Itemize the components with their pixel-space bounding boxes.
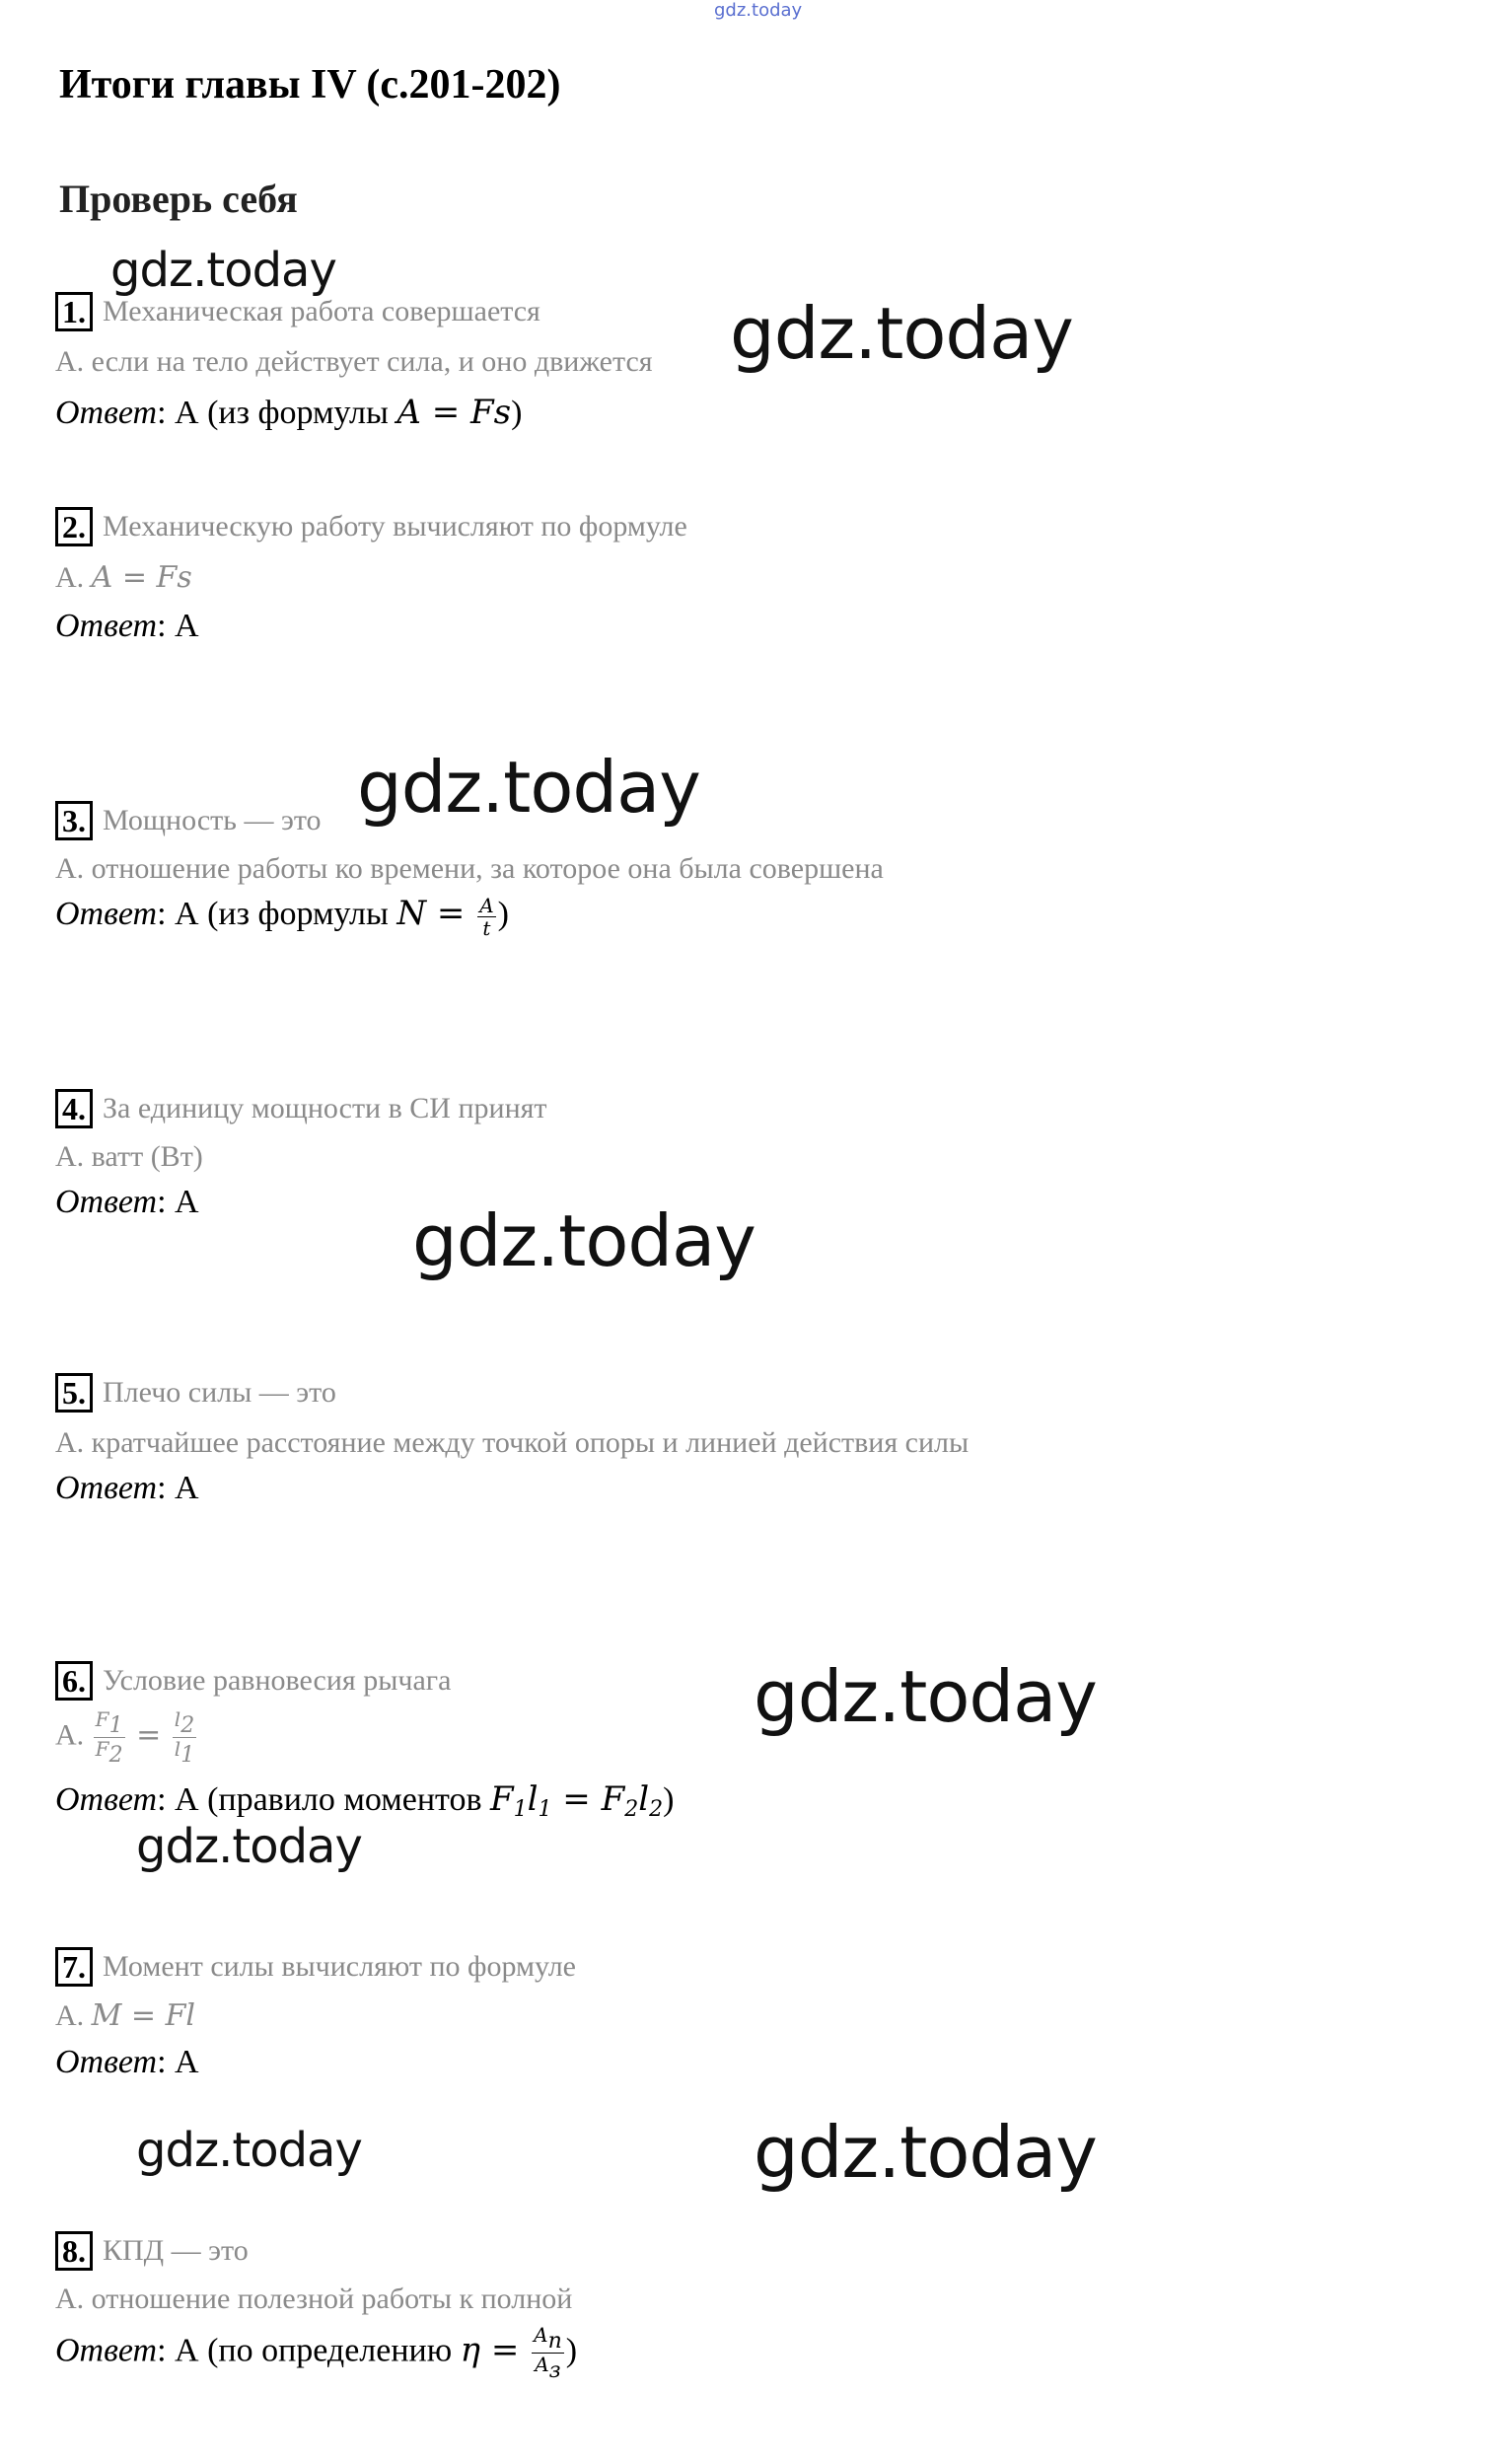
question-text: КПД — это	[103, 2234, 249, 2267]
answer-5	[55, 1470, 199, 1507]
question-number: 4.	[55, 1089, 93, 1128]
fraction-forces	[94, 1708, 125, 1767]
answer-text: : А	[157, 1470, 199, 1506]
option-a: А. ватт (Вт)	[55, 1140, 203, 1173]
watermark: gdz.today	[136, 1819, 362, 1874]
answer-7	[55, 2044, 199, 2081]
answer-2	[55, 608, 199, 645]
question-7	[55, 1947, 576, 1987]
answer-text: : А	[157, 2044, 199, 2080]
formula: A = Fs	[396, 393, 512, 432]
question-8	[55, 2231, 249, 2271]
numerator: F1	[95, 1707, 123, 1738]
question-1	[55, 292, 540, 331]
denominator: F2	[95, 1737, 123, 1768]
answer-label: Ответ	[55, 1781, 158, 1818]
section-subtitle: Проверь себя	[59, 177, 298, 221]
question-2	[55, 507, 687, 546]
question-text: Механическую работу вычисляют по формуле	[103, 510, 687, 543]
option-prefix: А.	[55, 1999, 92, 2032]
option-formula: A = Fs	[91, 560, 192, 595]
answer-text: : А (правило моментов	[157, 1781, 491, 1818]
question-3	[55, 801, 322, 840]
fraction-arms	[173, 1708, 196, 1767]
watermark: gdz.today	[412, 1199, 756, 1282]
question-text: Мощность — это	[103, 804, 322, 836]
watermark: gdz.today	[110, 243, 336, 298]
question-text: Механическая работа совершается	[103, 295, 540, 327]
question-text: Плечо силы — это	[103, 1376, 336, 1409]
fraction	[477, 895, 495, 939]
question-number: 3.	[55, 801, 93, 840]
answer-4	[55, 1184, 199, 1221]
option-a: А. если на тело действует сила, и оно движется	[55, 345, 653, 378]
site-mark[interactable]: gdz.today	[714, 0, 803, 21]
question-6	[55, 1661, 451, 1701]
answer-text: : А (по определению	[157, 2332, 461, 2369]
answer-text: : А (из формулы	[157, 896, 397, 932]
answer-1	[55, 393, 522, 432]
question-number: 7.	[55, 1947, 93, 1987]
answer-6	[55, 1779, 674, 1822]
answer-label: Ответ	[55, 395, 158, 431]
formula: N =	[396, 894, 476, 933]
fraction	[532, 2324, 564, 2382]
numerator: Aп	[534, 2323, 562, 2354]
answer-suffix: )	[565, 2332, 578, 2369]
answer-label: Ответ	[55, 2044, 158, 2080]
question-text: Момент силы вычисляют по формуле	[103, 1950, 576, 1983]
answer-label: Ответ	[55, 2332, 158, 2369]
question-number: 5.	[55, 1373, 93, 1413]
answer-label: Ответ	[55, 1470, 158, 1506]
question-number: 8.	[55, 2231, 93, 2271]
answer-suffix: )	[497, 896, 509, 932]
formula: $F_1l_1 = F_2l_2$	[490, 1779, 664, 1822]
answer-text: : А (из формулы	[157, 395, 397, 431]
option-a	[55, 560, 192, 595]
option-prefix: А.	[55, 561, 92, 594]
watermark: gdz.today	[754, 1655, 1097, 1738]
question-number: 1.	[55, 292, 93, 331]
numerator: l2	[174, 1707, 195, 1738]
answer-8	[55, 2324, 577, 2382]
answer-suffix: )	[663, 1781, 675, 1818]
answer-label: Ответ	[55, 608, 158, 644]
question-5	[55, 1373, 336, 1413]
page-title: Итоги главы IV (с.201-202)	[59, 62, 561, 108]
option-prefix: А.	[55, 1718, 92, 1752]
option-a: А. отношение полезной работы к полной	[55, 2283, 573, 2315]
watermark: gdz.today	[136, 2123, 362, 2178]
option-formula: M = Fl	[91, 1998, 196, 2033]
option-a	[55, 1998, 195, 2033]
answer-label: Ответ	[55, 896, 158, 932]
watermark: gdz.today	[730, 292, 1073, 375]
option-a: А. отношение работы ко времени, за которое она была совершена	[55, 852, 884, 885]
watermark: gdz.today	[754, 2111, 1097, 2194]
question-text: За единицу мощности в СИ принят	[103, 1092, 547, 1124]
answer-3	[55, 894, 509, 939]
formula: η =	[460, 2330, 531, 2370]
denominator: t	[482, 915, 491, 940]
answer-label: Ответ	[55, 1184, 158, 1220]
option-a: А. кратчайшее расстояние между точкой опоры и линией действия силы	[55, 1426, 970, 1459]
question-number: 6.	[55, 1661, 93, 1701]
numerator: A	[479, 893, 494, 917]
question-4	[55, 1089, 547, 1128]
answer-text: : А	[157, 608, 199, 644]
question-number: 2.	[55, 507, 93, 546]
denominator: l1	[174, 1737, 195, 1768]
question-text: Условие равновесия рычага	[103, 1664, 452, 1697]
watermark: gdz.today	[357, 746, 700, 829]
answer-text: : А	[157, 1184, 199, 1220]
denominator: Aз	[535, 2353, 561, 2383]
option-a: А. $\frac{F1}{F2}$ = $\frac{l2}{l1}$	[55, 1707, 195, 1768]
answer-suffix: )	[511, 395, 523, 431]
